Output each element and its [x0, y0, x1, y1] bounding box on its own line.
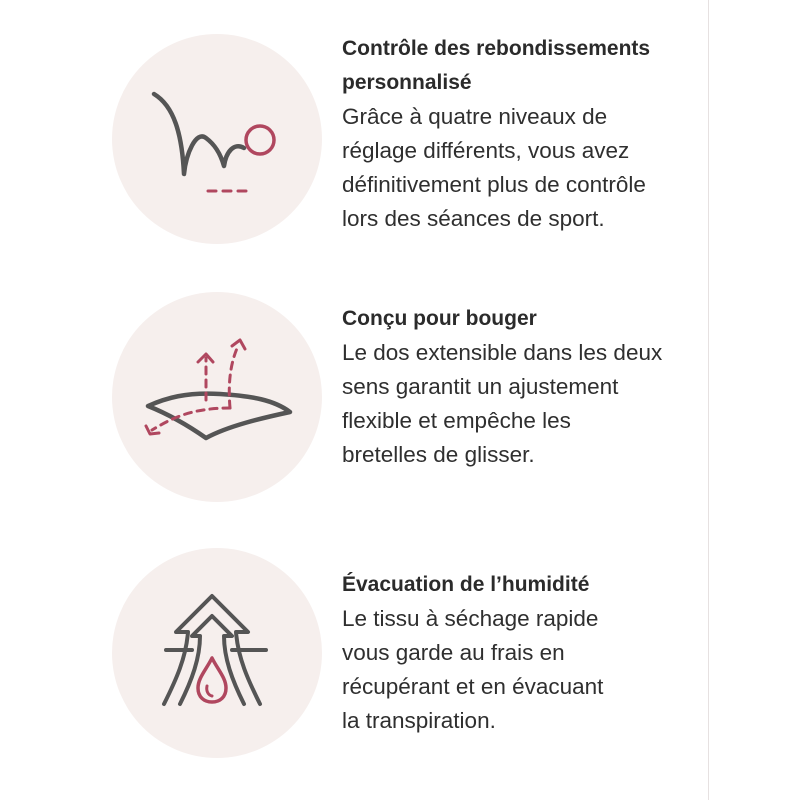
vertical-divider [708, 0, 709, 800]
feature-title: Évacuation de l’humidité [342, 573, 590, 596]
moisture-wicking-icon [112, 548, 322, 758]
feature-description: Le dos extensible dans les deux sens garantit un ajustement flexible et empêche les bretelles de glisser. [342, 340, 663, 467]
feature-description: Le tissu à séchage rapide vous garde au frais en récupérant et en évacuant la transpiration. [342, 606, 604, 733]
feature-title: Contrôle des rebondissements personnalisé [342, 37, 651, 94]
bounce-control-icon [112, 34, 322, 244]
feature-title: Conçu pour bouger [342, 307, 537, 330]
stretch-fabric-icon [112, 292, 322, 502]
feature-description: Grâce à quatre niveaux de réglage différents, vous avez définitivement plus de contrôle lors des séances de sport. [342, 104, 646, 231]
